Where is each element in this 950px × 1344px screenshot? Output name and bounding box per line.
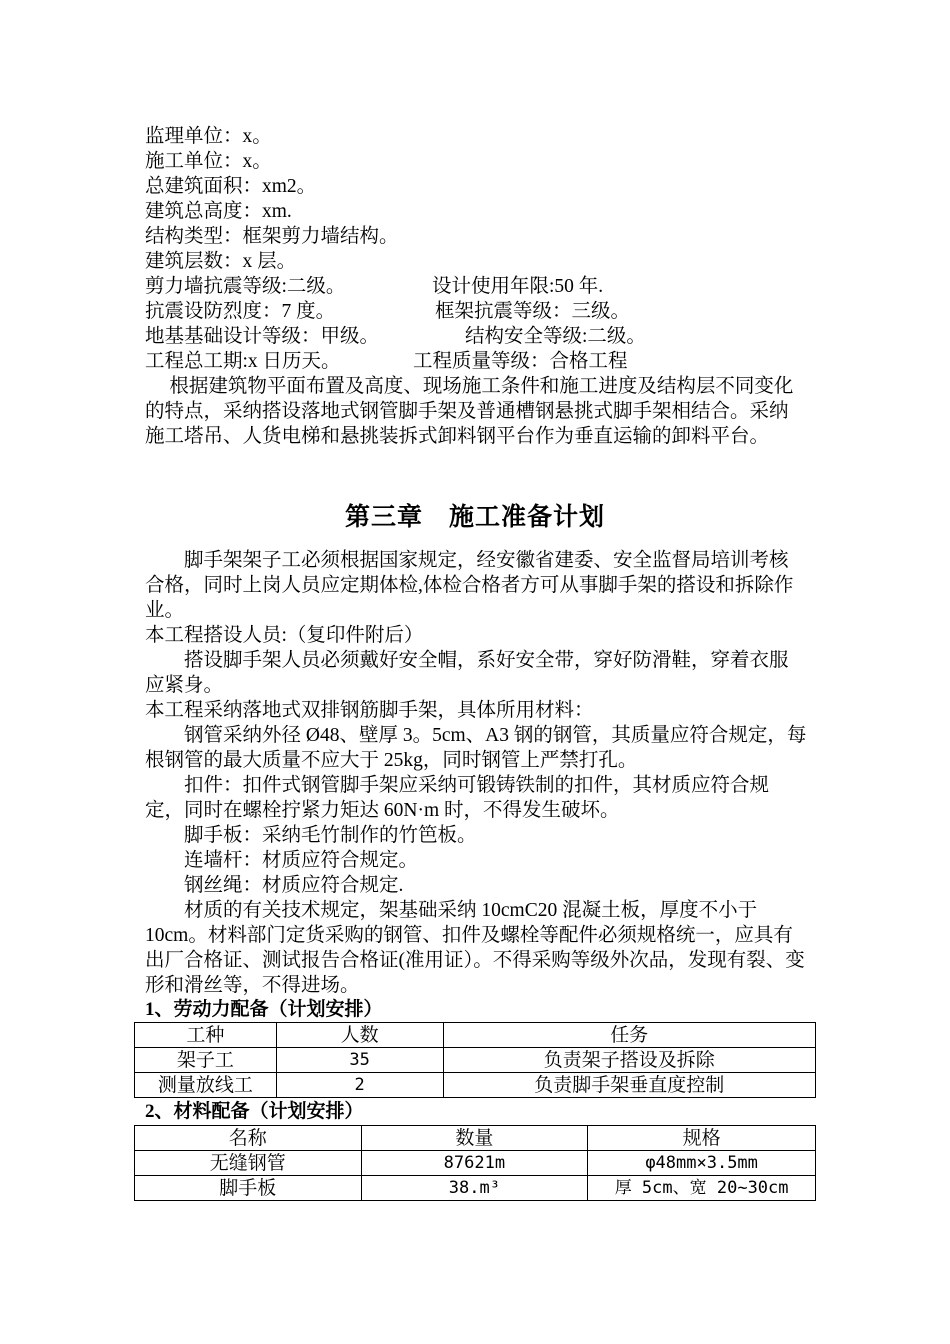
- table-row: [135, 1073, 816, 1098]
- info-text-secondary: 框架抗震等级：三级。: [435, 301, 631, 322]
- info-line-foundation: [145, 324, 646, 349]
- info-line-area: [145, 174, 316, 199]
- labor-section-title: 1、劳动力配备（计划安排）: [145, 999, 383, 1020]
- body-paragraph-2: 本工程搭设人员:（复印件附后）: [145, 625, 424, 646]
- info-line-contractor: [145, 149, 272, 174]
- info-line-supervisor: [145, 124, 272, 149]
- info-line-height: [145, 199, 292, 224]
- header-cell: 规格: [588, 1126, 816, 1151]
- info-text: 建筑层数：x 层。: [145, 251, 297, 272]
- body-paragraph-3: 搭设脚手架人员必须戴好安全帽，系好安全带，穿好防滑鞋，穿着衣服应紧身。: [145, 650, 789, 696]
- info-text: 建筑总高度：xm.: [145, 201, 292, 222]
- body-paragraph-7: 脚手板：采纳毛竹制作的竹笆板。: [184, 825, 477, 846]
- table-cell: 脚手板: [135, 1176, 362, 1201]
- body-paragraph-1: 脚手架架子工必须根据国家规定，经安徽省建委、安全监督局培训考核合格，同时上岗人员应定期体检,体检合格者方可从事脚手架的搭设和拆除作业。: [145, 550, 794, 621]
- chapter-title: 第三章 施工准备计划: [344, 504, 605, 531]
- table-row: [135, 1176, 816, 1201]
- table-cell: 架子工: [135, 1048, 277, 1073]
- table-cell: 35: [276, 1048, 443, 1073]
- table-header-row: [135, 1126, 816, 1151]
- header-cell: 名称: [135, 1126, 362, 1151]
- table-cell: φ48mm×3.5mm: [588, 1151, 816, 1176]
- info-text: 总建筑面积：xm2。: [145, 176, 317, 197]
- table-cell: 厚 5cm、宽 20~30cm: [588, 1176, 816, 1201]
- header-cell: 数量: [361, 1126, 588, 1151]
- body-paragraph-5: 钢管采纳外径 Ø48、壁厚 3。5cm、A3 钢的钢管，其质量应符合规定，每根钢管的最大质量不应大于 25kg，同时钢管上严禁打孔。: [145, 725, 807, 771]
- info-text: 结构类型：框架剪力墙结构。: [145, 226, 399, 247]
- table-row: [135, 1151, 816, 1176]
- info-text-secondary: 工程质量等级：合格工程: [413, 351, 628, 372]
- materials-section-title: 2、材料配备（计划安排）: [145, 1101, 364, 1122]
- labor-table: [134, 1022, 816, 1098]
- info-text-secondary: 设计使用年限:50 年.: [432, 276, 604, 297]
- header-cell: 任务: [443, 1023, 815, 1048]
- table-cell: 负责架子搭设及拆除: [443, 1048, 815, 1073]
- body-paragraph-8: 连墙杆：材质应符合规定。: [184, 850, 419, 871]
- table-cell: 2: [276, 1073, 443, 1098]
- info-line-floors: [145, 249, 296, 274]
- info-line-schedule: [145, 349, 628, 374]
- table-cell: 无缝钢管: [135, 1151, 362, 1176]
- body-paragraph-6: 扣件：扣件式钢管脚手架应采纳可锻铸铁制的扣件，其材质应符合规定，同时在螺栓拧紧力矩达 60N·m 时，不得发生破坏。: [145, 775, 770, 821]
- header-cell: 工种: [135, 1023, 277, 1048]
- body-paragraph-9: 钢丝绳：材质应符合规定.: [184, 875, 404, 896]
- table-cell: 负责脚手架垂直度控制: [443, 1073, 815, 1098]
- intro-paragraph: 根据建筑物平面布置及高度、现场施工条件和施工进度及结构层不同变化的特点，采纳搭设落地式钢管脚手架及普通槽钢悬挑式脚手架相结合。采纳施工塔吊、人货电梯和悬挑装拆式卸料钢平台作为垂直运输的卸料平台。: [145, 376, 794, 447]
- info-text: 工程总工期:x 日历天。: [145, 351, 341, 372]
- materials-table: [134, 1125, 816, 1201]
- table-row: [135, 1048, 816, 1073]
- header-cell: 人数: [276, 1023, 443, 1048]
- table-cell: 测量放线工: [135, 1073, 277, 1098]
- table-cell: 87621m: [361, 1151, 588, 1176]
- table-cell: 38.m³: [361, 1176, 588, 1201]
- table-header-row: [135, 1023, 816, 1048]
- info-text: 剪力墙抗震等级:二级。: [145, 276, 346, 297]
- body-paragraph-10: 材质的有关技术规定，架基础采纳 10cmC20 混凝土板，厚度不小于 10cm。材料部门定货采购的钢管、扣件及螺栓等配件必须规格统一，应具有出厂合格证、测试报告合格证(准用证）。不得采购等级外次品，发现有裂、变形和滑丝等，不得进场。: [145, 900, 805, 996]
- info-line-structure: [145, 224, 399, 249]
- info-text: 施工单位：x。: [145, 151, 272, 172]
- info-text-secondary: 结构安全等级:二级。: [465, 326, 646, 347]
- info-text: 地基基础设计等级：甲级。: [145, 326, 380, 347]
- info-text: 监理单位：x。: [145, 126, 272, 147]
- info-text: 抗震设防烈度：7 度。: [145, 301, 336, 322]
- info-line-seismic-intensity: [145, 299, 631, 324]
- body-paragraph-4: 本工程采纳落地式双排钢筋脚手架，具体所用材料：: [145, 700, 594, 721]
- info-line-seismic-wall: [145, 274, 604, 299]
